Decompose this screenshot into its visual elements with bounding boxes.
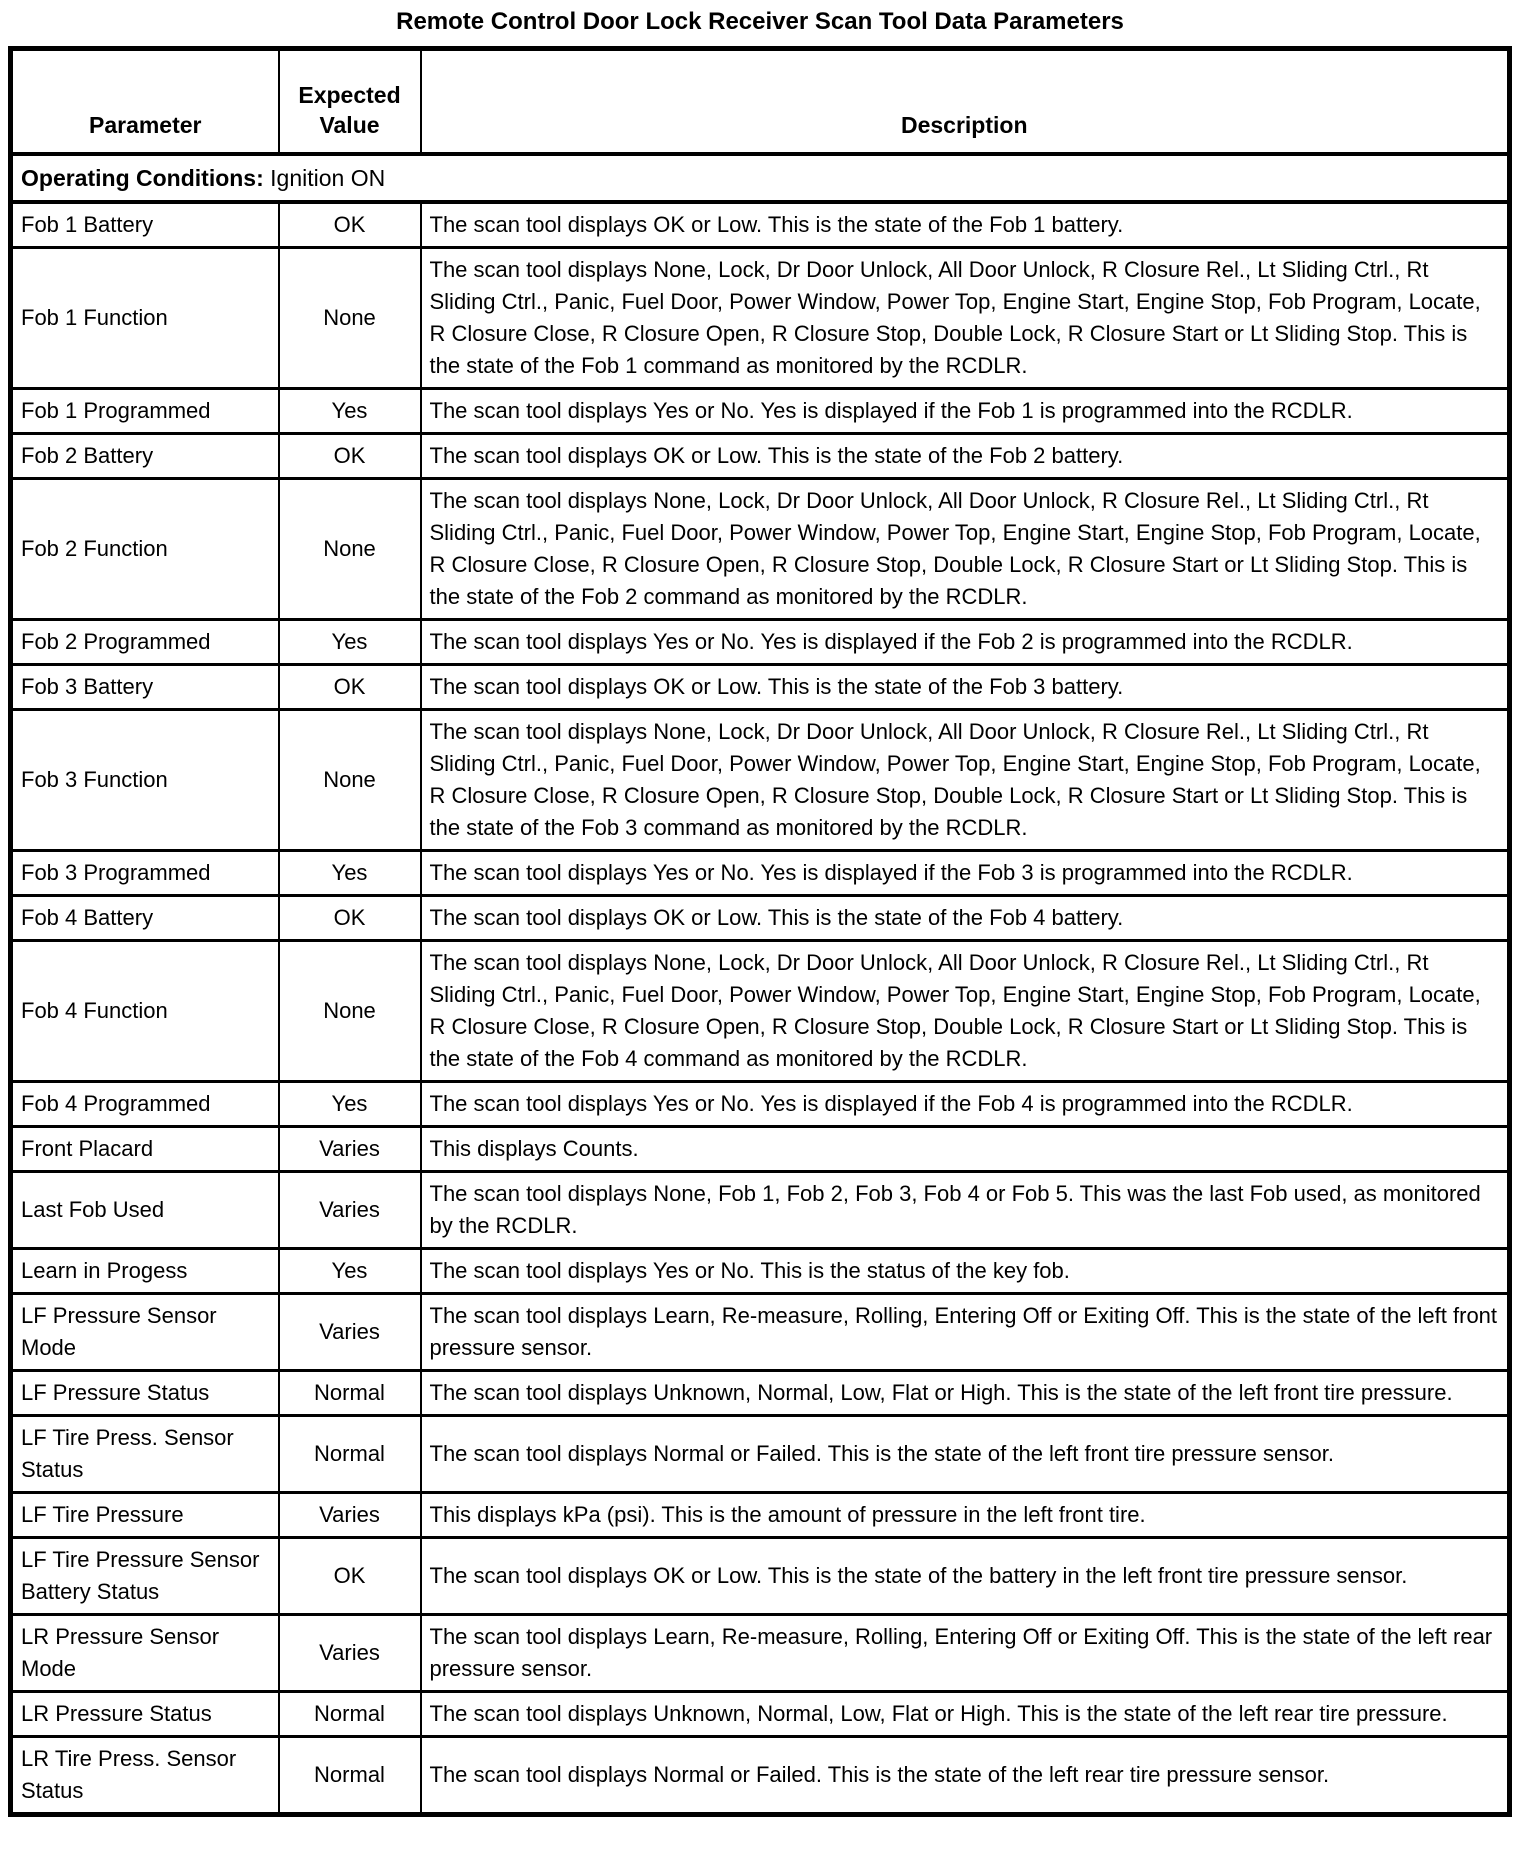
expected-value-cell: Normal	[279, 1692, 421, 1737]
parameter-cell: LF Tire Pressure Sensor Battery Status	[11, 1538, 279, 1615]
description-cell: The scan tool displays Yes or No. This is the status of the key fob.	[421, 1249, 1510, 1294]
table-row	[11, 620, 1510, 665]
parameter-cell: LR Pressure Status	[11, 1692, 279, 1737]
parameter-cell: Learn in Progess	[11, 1249, 279, 1294]
description-cell: The scan tool displays None, Lock, Dr Door Unlock, All Door Unlock, R Closure Rel., Lt Sliding Ctrl., Rt Sliding Ctrl., Panic, Fuel Door, Power Window, Power Top, Engine Start, Engine Stop, Fob Program, Locate, R Closure Close, R Closure Open, R Closure Stop, Double Lock, R Closure Start or Lt Sliding Stop. This is the state of the Fob 4 command as monitored by the RCDLR.	[421, 941, 1510, 1082]
expected-value-cell: Normal	[279, 1371, 421, 1416]
page-title: Remote Control Door Lock Receiver Scan Tool Data Parameters	[396, 8, 1124, 35]
description-cell: The scan tool displays Yes or No. Yes is displayed if the Fob 4 is programmed into the RCDLR.	[421, 1082, 1510, 1127]
expected-value-cell: Varies	[279, 1615, 421, 1692]
parameter-cell: Fob 4 Programmed	[11, 1082, 279, 1127]
expected-value-cell: OK	[279, 665, 421, 710]
description-cell: The scan tool displays Unknown, Normal, Low, Flat or High. This is the state of the left rear tire pressure.	[421, 1692, 1510, 1737]
operating-conditions-value: Ignition ON	[270, 165, 386, 191]
expected-value-cell: Yes	[279, 851, 421, 896]
table-row	[11, 1082, 1510, 1127]
expected-value-cell: OK	[279, 202, 421, 248]
parameter-cell: Fob 4 Function	[11, 941, 279, 1082]
expected-value-cell: OK	[279, 434, 421, 479]
table-row	[11, 479, 1510, 620]
parameter-cell: Fob 2 Programmed	[11, 620, 279, 665]
description-cell: The scan tool displays None, Lock, Dr Door Unlock, All Door Unlock, R Closure Rel., Lt Sliding Ctrl., Rt Sliding Ctrl., Panic, Fuel Door, Power Window, Power Top, Engine Start, Engine Stop, Fob Program, Locate, R Closure Close, R Closure Open, R Closure Stop, Double Lock, R Closure Start or Lt Sliding Stop. This is the state of the Fob 3 command as monitored by the RCDLR.	[421, 710, 1510, 851]
description-cell: This displays kPa (psi). This is the amount of pressure in the left front tire.	[421, 1493, 1510, 1538]
description-cell: The scan tool displays OK or Low. This is the state of the Fob 1 battery.	[421, 202, 1510, 248]
description-cell: The scan tool displays Yes or No. Yes is displayed if the Fob 1 is programmed into the RCDLR.	[421, 389, 1510, 434]
parameter-cell: Fob 2 Function	[11, 479, 279, 620]
description-cell: The scan tool displays None, Fob 1, Fob 2, Fob 3, Fob 4 or Fob 5. This was the last Fob used, as monitored by the RCDLR.	[421, 1172, 1510, 1249]
expected-value-cell: Varies	[279, 1172, 421, 1249]
expected-value-cell: None	[279, 248, 421, 389]
parameter-cell: Fob 3 Function	[11, 710, 279, 851]
table-row	[11, 1615, 1510, 1692]
parameter-cell: Fob 4 Battery	[11, 896, 279, 941]
expected-value-cell: None	[279, 710, 421, 851]
description-cell: The scan tool displays OK or Low. This is the state of the Fob 4 battery.	[421, 896, 1510, 941]
table-row	[11, 1371, 1510, 1416]
description-cell: The scan tool displays Yes or No. Yes is displayed if the Fob 2 is programmed into the RCDLR.	[421, 620, 1510, 665]
parameter-cell: LF Tire Pressure	[11, 1493, 279, 1538]
description-cell: The scan tool displays OK or Low. This is the state of the Fob 2 battery.	[421, 434, 1510, 479]
expected-value-cell: Normal	[279, 1737, 421, 1815]
parameter-cell: Fob 2 Battery	[11, 434, 279, 479]
description-cell: The scan tool displays Learn, Re-measure, Rolling, Entering Off or Exiting Off. This is the state of the left rear pressure sensor.	[421, 1615, 1510, 1692]
expected-value-cell: OK	[279, 896, 421, 941]
description-cell: This displays Counts.	[421, 1127, 1510, 1172]
table-row	[11, 202, 1510, 248]
expected-value-cell: Yes	[279, 1249, 421, 1294]
table-row	[11, 389, 1510, 434]
description-cell: The scan tool displays None, Lock, Dr Door Unlock, All Door Unlock, R Closure Rel., Lt Sliding Ctrl., Rt Sliding Ctrl., Panic, Fuel Door, Power Window, Power Top, Engine Start, Engine Stop, Fob Program, Locate, R Closure Close, R Closure Open, R Closure Stop, Double Lock, R Closure Start or Lt Sliding Stop. This is the state of the Fob 1 command as monitored by the RCDLR.	[421, 248, 1510, 389]
scan-tool-parameters-table	[8, 46, 1512, 1817]
parameter-cell: Fob 3 Programmed	[11, 851, 279, 896]
table-row	[11, 1538, 1510, 1615]
expected-value-cell: Yes	[279, 389, 421, 434]
table-row	[11, 896, 1510, 941]
operating-conditions-label: Operating Conditions:	[21, 165, 264, 191]
expected-value-cell: Normal	[279, 1416, 421, 1493]
operating-conditions-row	[11, 154, 1510, 202]
description-cell: The scan tool displays OK or Low. This is the state of the Fob 3 battery.	[421, 665, 1510, 710]
description-cell: The scan tool displays Learn, Re-measure, Rolling, Entering Off or Exiting Off. This is the state of the left front pressure sensor.	[421, 1294, 1510, 1371]
parameter-cell: Last Fob Used	[11, 1172, 279, 1249]
table-row	[11, 851, 1510, 896]
description-cell: The scan tool displays Unknown, Normal, Low, Flat or High. This is the state of the left front tire pressure.	[421, 1371, 1510, 1416]
parameter-cell: LR Tire Press. Sensor Status	[11, 1737, 279, 1815]
table-row	[11, 941, 1510, 1082]
expected-value-cell: None	[279, 479, 421, 620]
expected-value-cell: Yes	[279, 1082, 421, 1127]
table-row	[11, 665, 1510, 710]
parameter-cell: LF Pressure Sensor Mode	[11, 1294, 279, 1371]
table-row	[11, 1416, 1510, 1493]
parameter-cell: Fob 1 Battery	[11, 202, 279, 248]
expected-value-cell: OK	[279, 1538, 421, 1615]
description-cell: The scan tool displays None, Lock, Dr Door Unlock, All Door Unlock, R Closure Rel., Lt Sliding Ctrl., Rt Sliding Ctrl., Panic, Fuel Door, Power Window, Power Top, Engine Start, Engine Stop, Fob Program, Locate, R Closure Close, R Closure Open, R Closure Stop, Double Lock, R Closure Start or Lt Sliding Stop. This is the state of the Fob 2 command as monitored by the RCDLR.	[421, 479, 1510, 620]
parameter-cell: Fob 3 Battery	[11, 665, 279, 710]
parameter-cell: Front Placard	[11, 1127, 279, 1172]
expected-value-cell: Varies	[279, 1493, 421, 1538]
parameter-cell: Fob 1 Function	[11, 248, 279, 389]
parameter-cell: LR Pressure Sensor Mode	[11, 1615, 279, 1692]
expected-value-cell: Varies	[279, 1127, 421, 1172]
table-row	[11, 1249, 1510, 1294]
description-cell: The scan tool displays Normal or Failed. This is the state of the left rear tire pressure sensor.	[421, 1737, 1510, 1815]
table-row	[11, 1294, 1510, 1371]
column-header-parameter: Parameter	[11, 49, 279, 155]
table-row	[11, 1493, 1510, 1538]
table-header-row	[11, 49, 1510, 155]
expected-value-cell: None	[279, 941, 421, 1082]
description-cell: The scan tool displays Normal or Failed. This is the state of the left front tire pressure sensor.	[421, 1416, 1510, 1493]
expected-value-cell: Varies	[279, 1294, 421, 1371]
table-row	[11, 434, 1510, 479]
table-row	[11, 1737, 1510, 1815]
parameter-cell: LF Pressure Status	[11, 1371, 279, 1416]
table-row	[11, 710, 1510, 851]
description-cell: The scan tool displays Yes or No. Yes is displayed if the Fob 3 is programmed into the RCDLR.	[421, 851, 1510, 896]
table-row	[11, 248, 1510, 389]
table-row	[11, 1172, 1510, 1249]
description-cell: The scan tool displays OK or Low. This is the state of the battery in the left front tire pressure sensor.	[421, 1538, 1510, 1615]
table-body	[11, 49, 1510, 1815]
column-header-expected-value: Expected Value	[279, 49, 421, 155]
parameter-cell: Fob 1 Programmed	[11, 389, 279, 434]
operating-conditions-cell	[11, 154, 1510, 202]
expected-value-cell: Yes	[279, 620, 421, 665]
table-row	[11, 1692, 1510, 1737]
parameter-cell: LF Tire Press. Sensor Status	[11, 1416, 279, 1493]
table-row	[11, 1127, 1510, 1172]
column-header-description: Description	[421, 49, 1510, 155]
